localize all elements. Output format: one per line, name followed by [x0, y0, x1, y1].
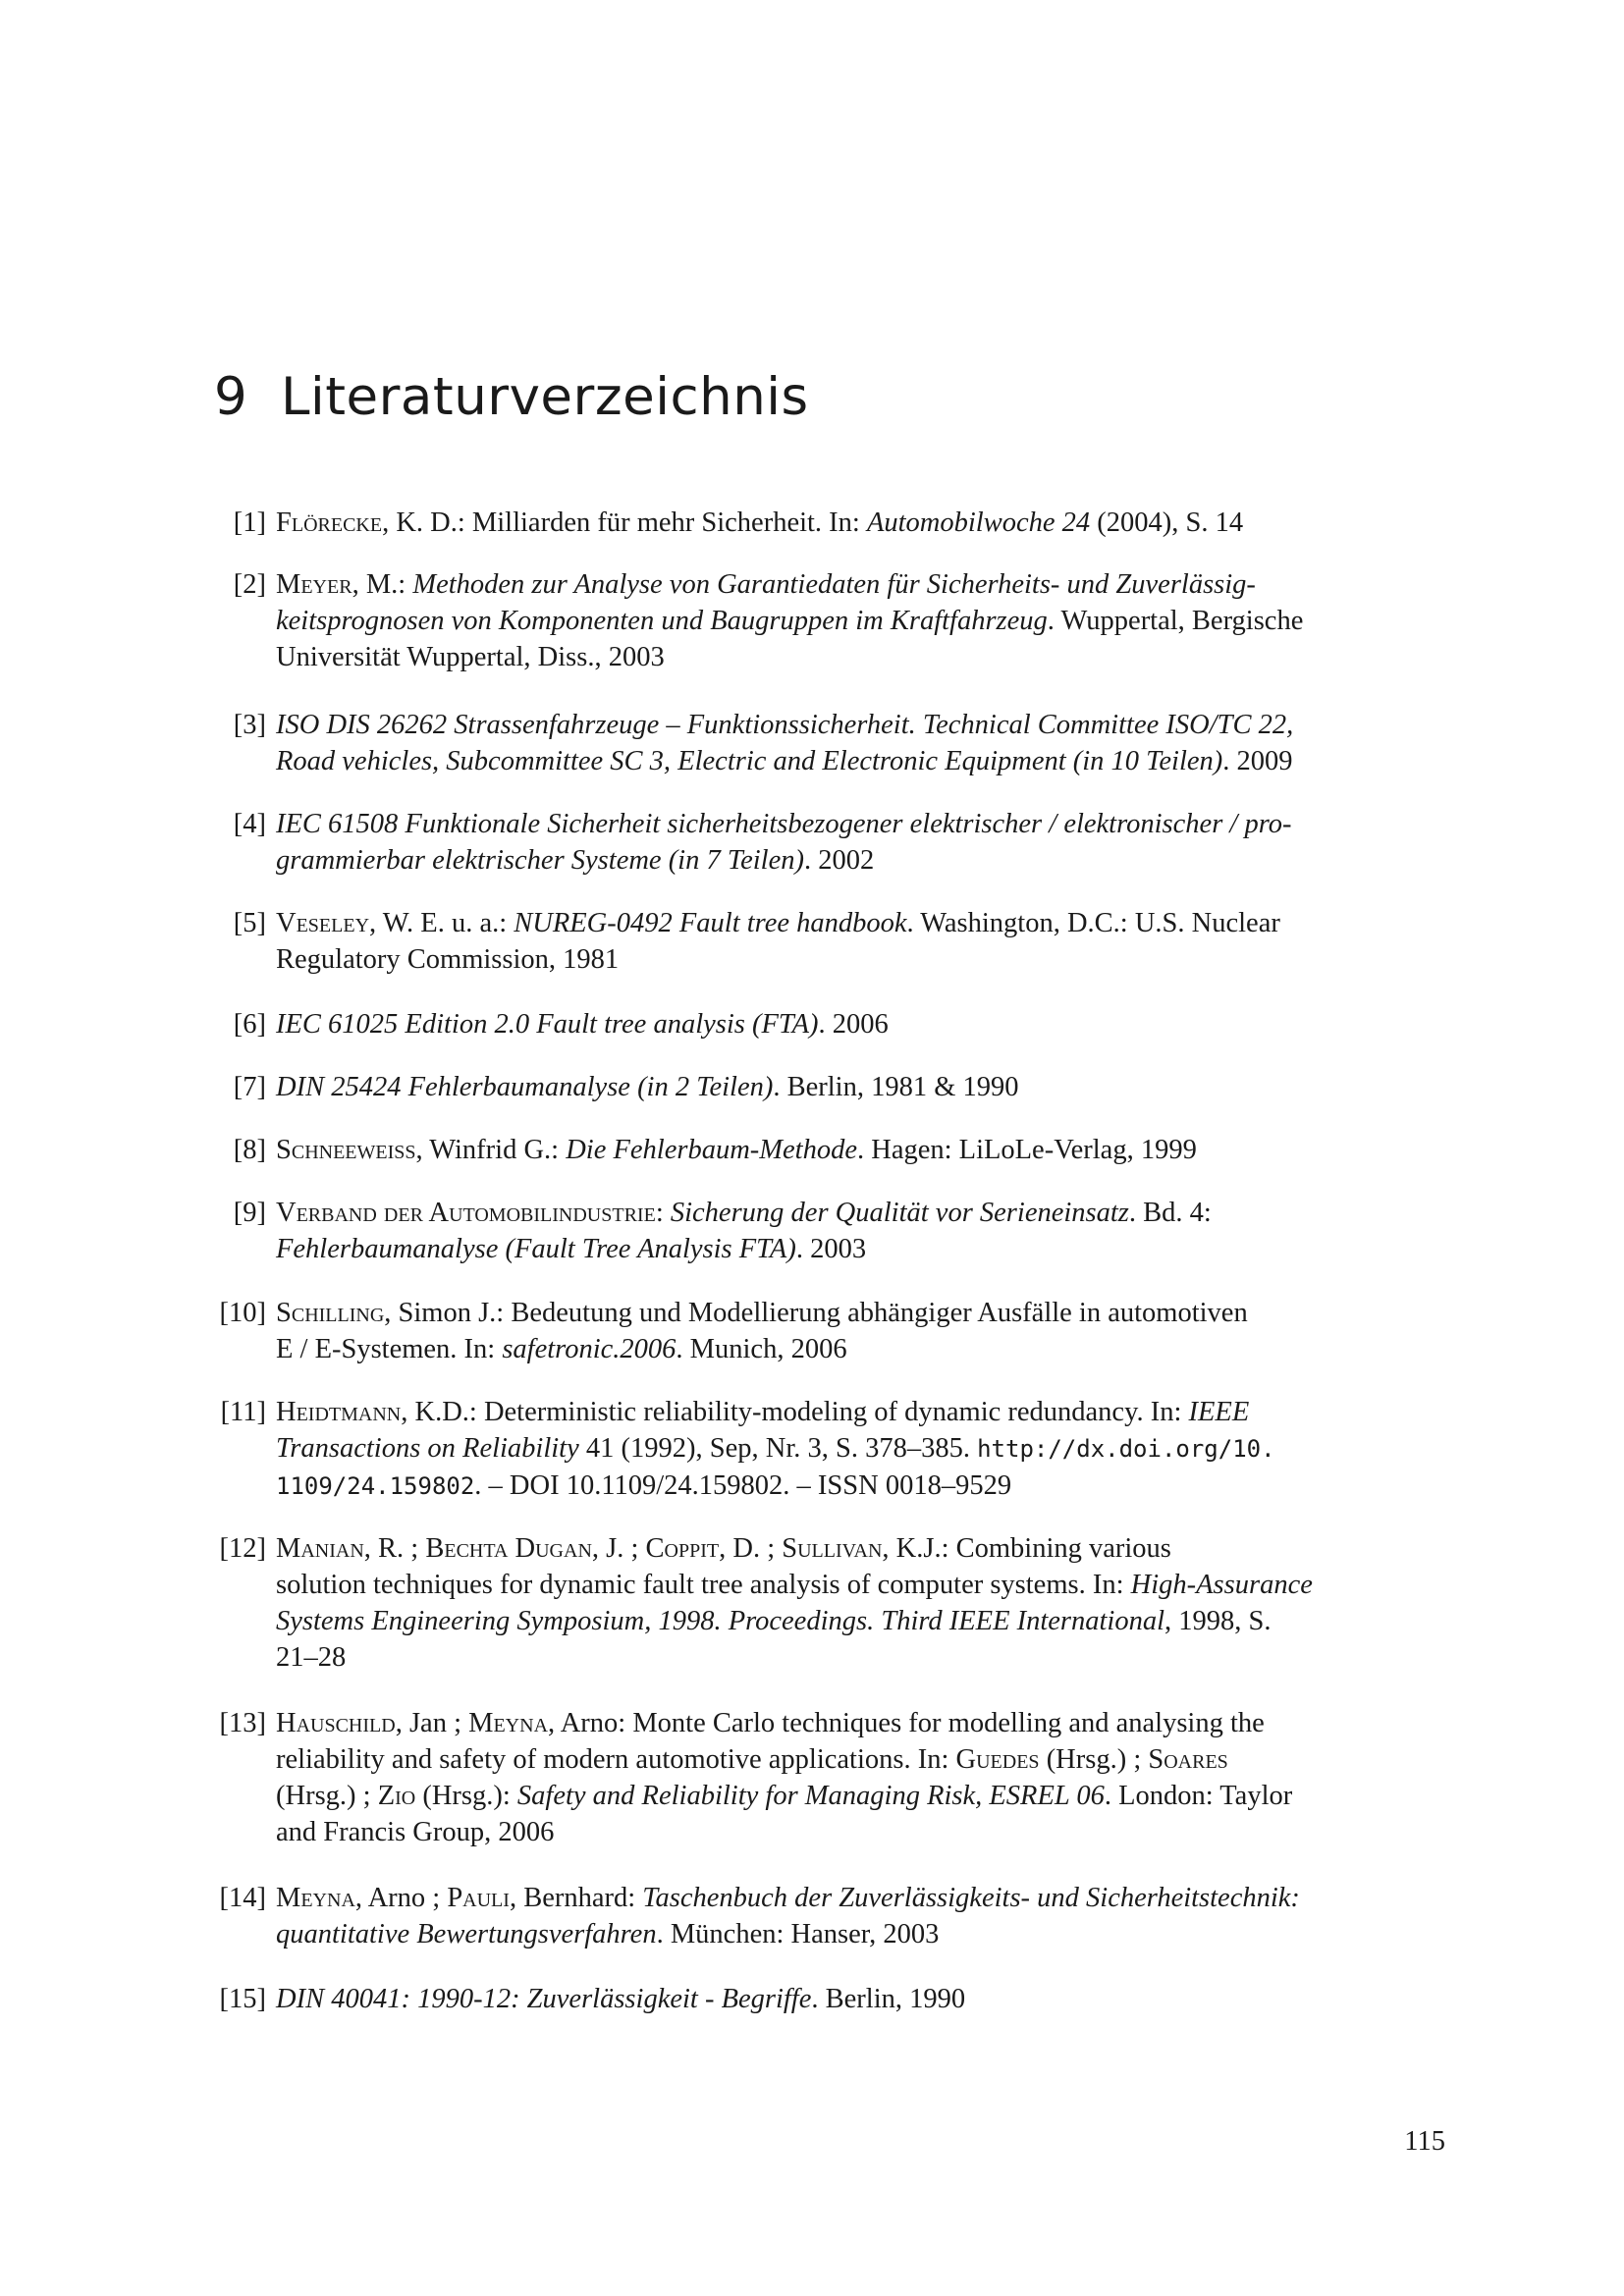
- bib-entry-15: [219, 1981, 1445, 2017]
- bib-title: solution techniques for dynamic fault tree analysis of computer systems. In:: [276, 1570, 1131, 1600]
- bib-details: . München: Hanser, 2003: [656, 1919, 940, 1949]
- bib-author: Sullivan: [782, 1533, 883, 1564]
- bib-author: Bechta Dugan: [425, 1533, 592, 1564]
- bib-label: [1]: [233, 507, 266, 538]
- bib-entry-11: [220, 1394, 1445, 1505]
- bib-details: . 2002: [803, 845, 875, 876]
- bib-text: (Hrsg.) ;: [1039, 1744, 1149, 1775]
- bib-label: [5]: [233, 908, 266, 938]
- bib-title: Methoden zur Analyse von Garantiedaten für Sicherheits- und Zuverlässig-: [412, 569, 1256, 600]
- bib-title: DIN 25424 Fehlerbaumanalyse (in 2 Teilen): [276, 1072, 774, 1102]
- bib-entry-9: [233, 1195, 1445, 1267]
- bib-title: keitsprognosen von Komponenten und Baugruppen im Kraftfahrzeug: [276, 606, 1048, 636]
- bib-label: [9]: [233, 1198, 266, 1228]
- bib-text: , W. E. u. a.:: [369, 908, 514, 938]
- bib-author: Schneeweiss: [276, 1135, 416, 1165]
- bib-title: DIN 40041: 1990-12: Zuverlässigkeit - Begriffe: [276, 1984, 812, 2014]
- bib-title: Taschenbuch der Zuverlässigkeits- und Sicherheitstechnik:: [642, 1883, 1300, 1913]
- bib-details: (2004), S. 14: [1090, 507, 1244, 538]
- bib-author: Schilling: [276, 1298, 385, 1328]
- bib-title: IEC 61508 Funktionale Sicherheit sicherheitsbezogener elektrischer / elektronischer / pro-: [276, 809, 1292, 839]
- bib-author: Flörecke: [276, 507, 383, 538]
- bib-text: :: [655, 1198, 671, 1228]
- bib-text: , K.D.:: [401, 1397, 484, 1427]
- bib-label: [7]: [233, 1072, 266, 1102]
- bib-author: Meyna: [468, 1708, 549, 1738]
- bib-label: [4]: [233, 809, 266, 839]
- bib-url[interactable]: 1109/24.159802: [276, 1472, 475, 1500]
- bib-text: , Winfrid G.:: [415, 1135, 567, 1165]
- bib-entry-6: [233, 1006, 1445, 1042]
- bib-text: , J. ;: [591, 1533, 646, 1564]
- bib-label: [8]: [233, 1135, 266, 1165]
- bib-url[interactable]: http://dx.doi.org/10.: [977, 1435, 1275, 1463]
- bib-text: , R. ;: [363, 1533, 426, 1564]
- bib-details: , 1998, S.: [1164, 1606, 1272, 1636]
- bib-text: (Hrsg.):: [415, 1781, 517, 1811]
- bib-details: . Munich, 2006: [676, 1334, 847, 1364]
- bib-author: Heidtmann: [276, 1397, 402, 1427]
- bib-entry-14: [219, 1880, 1445, 1952]
- bib-label: [2]: [233, 569, 266, 600]
- page-number: 115: [1404, 2126, 1445, 2157]
- bib-label: [15]: [219, 1984, 266, 2014]
- bib-author: Coppit: [645, 1533, 720, 1564]
- bib-text: (Hrsg.) ;: [276, 1781, 378, 1811]
- bib-details: . London: Taylor: [1104, 1781, 1293, 1811]
- bib-details: . 2006: [818, 1009, 889, 1040]
- bib-details: 21–28: [276, 1642, 347, 1673]
- bib-text: , Jan ;: [395, 1708, 469, 1738]
- bib-label: [14]: [219, 1883, 266, 1913]
- bib-author: Pauli: [447, 1883, 510, 1913]
- bib-label: [11]: [220, 1397, 266, 1427]
- bib-journal: IEEE: [1188, 1397, 1250, 1427]
- bib-title: reliability and safety of modern automotive applications. In:: [276, 1744, 956, 1775]
- bib-entry-10: [219, 1295, 1445, 1367]
- bib-label: [13]: [219, 1708, 266, 1738]
- bib-text: , Bernhard:: [509, 1883, 643, 1913]
- bib-text: , Arno:: [548, 1708, 633, 1738]
- bib-author: Verband der Automobilindustrie: [276, 1198, 656, 1228]
- bib-details: . Bd. 4:: [1128, 1198, 1212, 1228]
- bib-author: Meyna: [276, 1883, 355, 1913]
- bib-entry-5: [233, 905, 1445, 978]
- bib-text: , K.J.:: [882, 1533, 956, 1564]
- bib-title: E / E-Systemen. In:: [276, 1334, 503, 1364]
- bib-journal: Systems Engineering Symposium, 1998. Proceedings. Third IEEE International: [276, 1606, 1165, 1636]
- bib-editor: Zio: [377, 1781, 416, 1811]
- bib-title: grammierbar elektrischer Systeme (in 7 Teilen): [276, 845, 804, 876]
- bib-details: Universität Wuppertal, Diss., 2003: [276, 642, 665, 672]
- bib-details: . 2009: [1222, 746, 1293, 776]
- bib-text: , Arno ;: [354, 1883, 448, 1913]
- bib-details: . Hagen: LiLoLe-Verlag, 1999: [856, 1135, 1197, 1165]
- bib-entry-3: [233, 707, 1445, 779]
- bib-entry-7: [233, 1069, 1445, 1105]
- bib-details: . Washington, D.C.: U.S. Nuclear: [906, 908, 1280, 938]
- bib-author: Meyer: [276, 569, 352, 600]
- bib-title: NUREG-0492 Fault tree handbook: [514, 908, 907, 938]
- bib-details: and Francis Group, 2006: [276, 1817, 555, 1847]
- bib-title: Milliarden für mehr Sicherheit. In:: [471, 507, 867, 538]
- bib-title: IEC 61025 Edition 2.0 Fault tree analysis (FTA): [276, 1009, 819, 1040]
- bib-details: . Wuppertal, Bergische: [1047, 606, 1304, 636]
- chapter-title: Literaturverzeichnis: [281, 367, 809, 427]
- bib-author: Veseley: [276, 908, 370, 938]
- bib-author: Manian: [276, 1533, 364, 1564]
- bib-label: [3]: [233, 710, 266, 740]
- bib-title: Fehlerbaumanalyse (Fault Tree Analysis FTA): [276, 1234, 796, 1264]
- bib-details: Regulatory Commission, 1981: [276, 944, 620, 975]
- bib-entry-12: [219, 1530, 1445, 1676]
- bib-label: [6]: [233, 1009, 266, 1040]
- bib-entry-2: [233, 566, 1445, 675]
- bib-journal: Automobilwoche 24: [866, 507, 1091, 538]
- bib-text: , K. D.:: [382, 507, 472, 538]
- bib-details: . – DOI 10.1109/24.159802. – ISSN 0018–9529: [474, 1470, 1012, 1501]
- bib-details: 41 (1992), Sep, Nr. 3, S. 378–385.: [578, 1433, 978, 1464]
- bib-entry-8: [233, 1132, 1445, 1168]
- bib-title: Sicherung der Qualität vor Serieneinsatz: [670, 1198, 1129, 1228]
- bib-title: quantitative Bewertungsverfahren: [276, 1919, 657, 1949]
- bib-journal: Transactions on Reliability: [276, 1433, 579, 1464]
- bib-title: Deterministic reliability-modeling of dynamic redundancy. In:: [483, 1397, 1189, 1427]
- bib-title: Combining various: [955, 1533, 1171, 1564]
- bib-entry-4: [233, 806, 1445, 879]
- bib-label: [10]: [219, 1298, 266, 1328]
- bib-title: Monte Carlo techniques for modelling and analysing the: [632, 1708, 1265, 1738]
- bib-details: . 2003: [795, 1234, 867, 1264]
- bib-journal: safetronic.2006: [502, 1334, 677, 1364]
- bib-journal: Safety and Reliability for Managing Risk, ESREL 06: [516, 1781, 1105, 1811]
- bib-title: ISO DIS 26262 Strassenfahrzeuge – Funktionssicherheit. Technical Committee ISO/TC 22,: [276, 710, 1294, 740]
- bib-editor: Guedes: [955, 1744, 1040, 1775]
- bib-text: , Simon J.:: [384, 1298, 512, 1328]
- bib-text: , M.:: [352, 569, 413, 600]
- bib-text: , D. ;: [719, 1533, 783, 1564]
- bib-entry-13: [219, 1705, 1445, 1850]
- bib-journal: High-Assurance: [1130, 1570, 1313, 1600]
- bib-details: . Berlin, 1990: [811, 1984, 966, 2014]
- bib-editor: Soares: [1148, 1744, 1228, 1775]
- bib-details: . Berlin, 1981 & 1990: [773, 1072, 1019, 1102]
- bib-entry-1: [233, 505, 1445, 541]
- bib-title: Bedeutung und Modellierung abhängiger Ausfälle in automotiven: [511, 1298, 1248, 1328]
- bib-title: Road vehicles, Subcommittee SC 3, Electric and Electronic Equipment (in 10 Teilen): [276, 746, 1223, 776]
- bib-author: Hauschild: [276, 1708, 396, 1738]
- bib-label: [12]: [219, 1533, 266, 1564]
- bib-title: Die Fehlerbaum-Methode: [566, 1135, 857, 1165]
- chapter-number: 9: [214, 367, 248, 427]
